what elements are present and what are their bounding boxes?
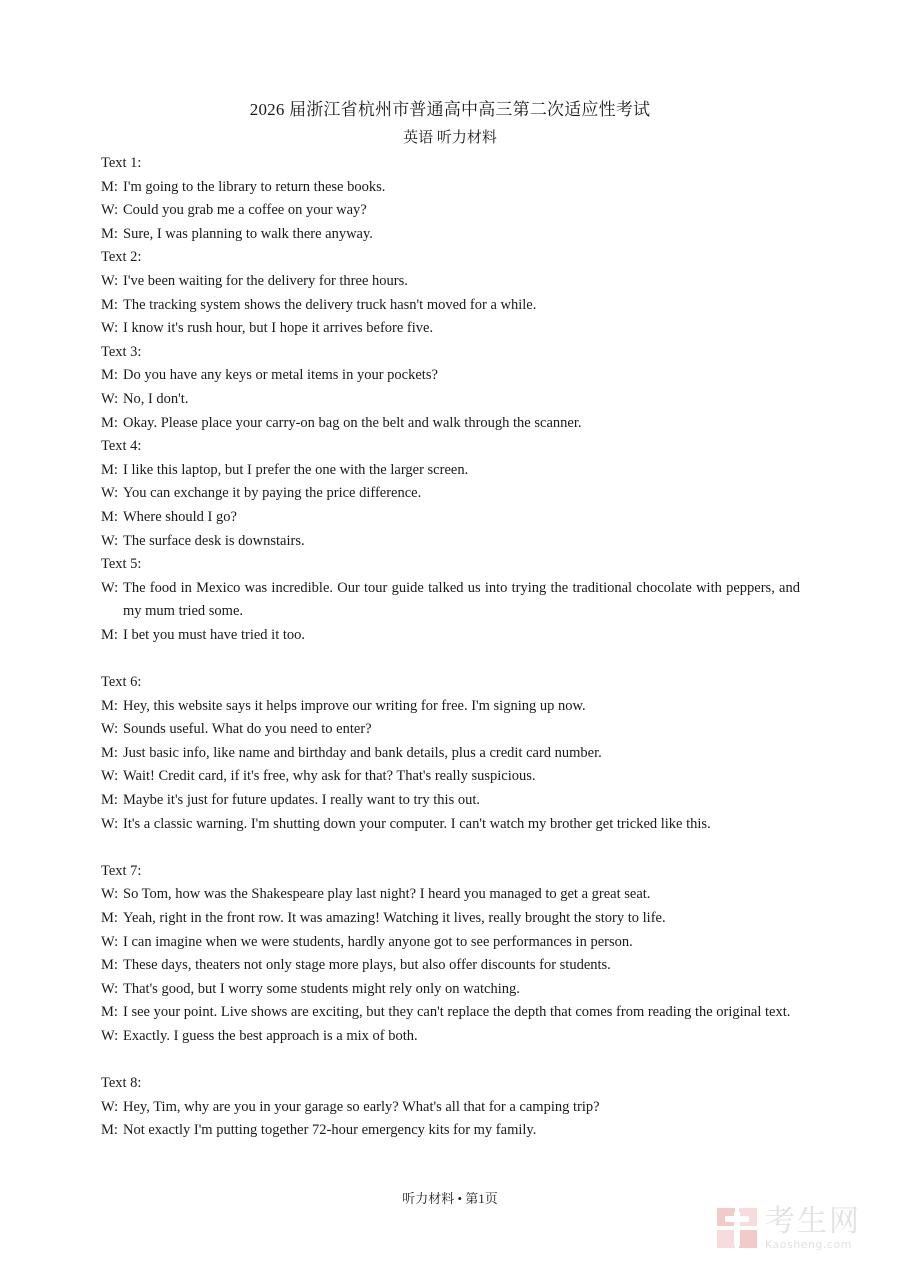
speech-text: Not exactly I'm putting together 72-hour emergency kits for my family. [123,1122,537,1139]
speech-text: You can exchange it by paying the price difference. [123,485,422,502]
dialogue-line [101,718,800,742]
page-footer: 听力材料 • 第1页 [402,1191,498,1206]
speech-text: I see your point. Live shows are exciting, but they can't replace the depth that comes from reading the original text. [123,1004,791,1021]
dialogue-line [101,459,800,483]
dialogue-line [101,931,800,955]
text-section-label: Text 4: [101,438,142,455]
dialogue-line [101,482,800,506]
speech-text: Exactly. I guess the best approach is a mix of both. [123,1027,418,1044]
speech-text: Hey, this website says it helps improve our writing for free. I'm signing up now. [123,697,586,714]
speech-text: Yeah, right in the front row. It was amazing! Watching it lives, really brought the story to life. [123,910,666,926]
text-section-label: Text 2: [101,249,142,266]
watermark-cn: 考生网 [765,1204,861,1239]
text-section-label: Text 5: [101,556,142,573]
dialogue-line [101,1096,800,1120]
speech-text: Could you grab me a coffee on your way? [123,202,367,219]
speech-text: I can imagine when we were students, hardly anyone got to see performances in person. [123,933,633,950]
dialogue-line [101,1001,800,1025]
section-spacer [101,836,800,860]
speech-text: Okay. Please place your carry-on bag on the belt and walk through the scanner. [123,414,582,431]
speaker-tag: M: [101,626,118,643]
speech-text: So Tom, how was the Shakespeare play last night? I heard you managed to get a great seat. [123,886,651,903]
dialogue-line [101,624,800,648]
text-section-label: Text 8: [101,1075,142,1092]
speaker-tag: M: [101,367,118,384]
dialogue-line [101,506,800,530]
transcript-body [101,152,800,1143]
dialogue-line [101,695,800,719]
dialogue-line [101,813,800,837]
speaker-tag: W: [101,815,119,832]
watermark [717,1206,882,1256]
dialogue-line [101,176,800,200]
speech-text: I'm going to the library to return these books. [123,178,386,195]
dialogue-line [101,742,800,766]
speech-text: The tracking system shows the delivery truck hasn't moved for a while. [123,296,537,313]
speaker-tag: M: [101,296,118,313]
speech-text: Wait! Credit card, if it's free, why ask for that? That's really suspicious. [123,768,536,785]
dialogue-line [101,907,800,931]
speaker-tag: W: [101,272,119,289]
dialogue-line [101,1025,800,1049]
dialogue-line [101,199,800,223]
speaker-tag: M: [101,792,118,809]
dialogue-line [101,530,800,554]
speaker-tag: M: [101,461,118,478]
speaker-tag: W: [101,320,119,337]
speaker-tag: W: [101,886,119,903]
dialogue-line [101,388,800,412]
speaker-tag: W: [101,933,119,950]
dialogue-line [101,364,800,388]
speech-text: The food in Mexico was incredible. Our tour guide talked us into trying the traditional chocolate with peppers, and my mum tried some. [123,579,800,620]
speaker-tag: W: [101,579,119,596]
speech-text: Where should I go? [123,508,237,525]
dialogue-line [101,789,800,813]
speaker-tag: W: [101,1027,119,1044]
section-spacer [101,647,800,671]
watermark-en: Kaosheng.com [765,1238,852,1251]
speech-text: It's a classic warning. I'm shutting down your computer. I can't watch my brother get tricked like this. [123,815,711,832]
speaker-tag: M: [101,744,118,761]
speaker-tag: M: [101,178,118,195]
speaker-tag: W: [101,202,119,219]
speaker-tag: M: [101,697,118,714]
text-section-label: Text 3: [101,343,142,360]
section-spacer [101,1049,800,1073]
document-title: 2026 届浙江省杭州市普通高中高三第二次适应性考试 [249,100,651,119]
speech-text: Sure, I was planning to walk there anyway. [123,225,373,242]
dialogue-line [101,1119,800,1143]
speech-text: I've been waiting for the delivery for three hours. [123,272,408,289]
dialogue-line [101,954,800,978]
speech-text: Hey, Tim, why are you in your garage so early? What's all that for a camping trip? [123,1098,600,1115]
speaker-tag: W: [101,721,119,738]
text-section-label: Text 6: [101,674,142,691]
speaker-tag: M: [101,1004,118,1021]
dialogue-line [101,294,800,318]
speech-text: The surface desk is downstairs. [123,532,305,549]
speech-text: Just basic info, like name and birthday and bank details, plus a credit card number. [123,744,602,761]
speaker-tag: M: [101,957,118,974]
watermark-logo-icon [717,1206,759,1250]
dialogue-line [101,412,800,436]
speaker-tag: W: [101,485,119,502]
speaker-tag: M: [101,508,118,525]
text-section-label: Text 7: [101,862,142,879]
speech-text: I like this laptop, but I prefer the one with the larger screen. [123,461,469,478]
dialogue-line [101,978,800,1002]
dialogue-line [101,765,800,789]
speaker-tag: W: [101,1098,119,1115]
speech-text: That's good, but I worry some students might rely only on watching. [123,980,520,997]
dialogue-line [101,577,800,624]
speech-text: Sounds useful. What do you need to enter? [123,721,372,738]
document-subtitle: 英语 听力材料 [403,130,497,146]
dialogue-line [101,270,800,294]
speaker-tag: M: [101,1122,118,1139]
speaker-tag: M: [101,414,118,431]
speaker-tag: M: [101,910,118,926]
speech-text: No, I don't. [123,390,189,407]
speaker-tag: M: [101,225,118,242]
dialogue-line [101,883,800,907]
speech-text: Do you have any keys or metal items in your pockets? [123,367,438,384]
speech-text: I bet you must have tried it too. [123,626,306,643]
speaker-tag: W: [101,532,119,549]
speech-text: I know it's rush hour, but I hope it arrives before five. [123,320,434,337]
dialogue-line [101,317,800,341]
speaker-tag: W: [101,980,119,997]
text-section-label: Text 1: [101,155,142,171]
speech-text: Maybe it's just for future updates. I really want to try this out. [123,792,480,809]
speaker-tag: W: [101,768,119,785]
speech-text: These days, theaters not only stage more plays, but also offer discounts for students. [123,957,611,974]
dialogue-line [101,223,800,247]
speaker-tag: W: [101,390,119,407]
